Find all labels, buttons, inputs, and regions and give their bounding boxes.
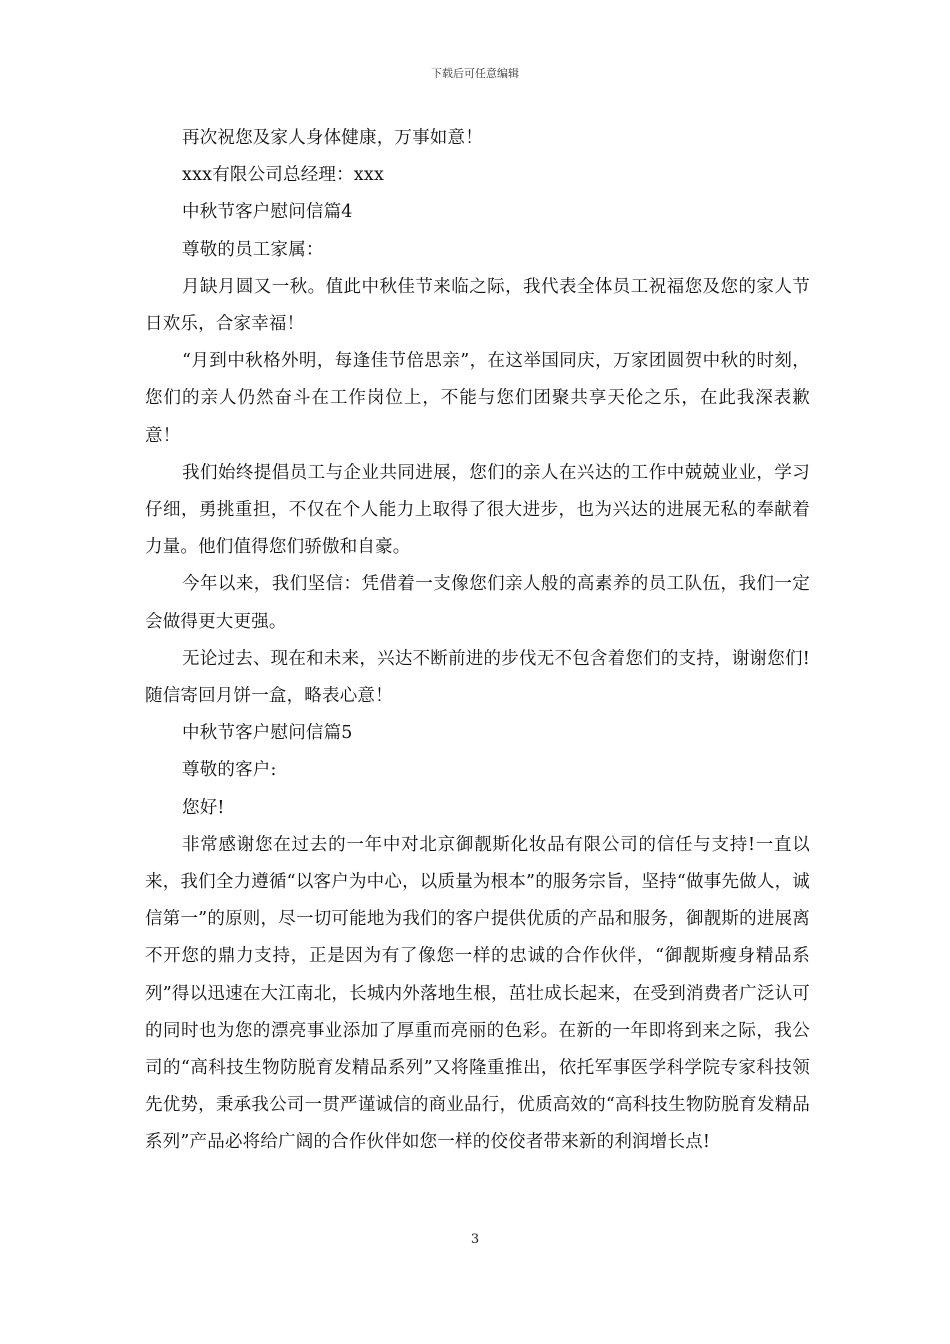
page-header: 下载后可任意编辑: [431, 67, 519, 80]
section-title-5: 中秋节客户慰问信篇5: [182, 723, 353, 744]
paragraph-opening: 月缺月圆又一秋。值此中秋佳节来临之际，我代表全体员工祝福您及您的家人节日欢乐，合家幸福！: [145, 276, 810, 335]
greeting: 您好!: [182, 797, 225, 818]
paragraph-customer-letter: 非常感谢您在过去的一年中对北京御靓斯化妆品有限公司的信任与支持!一直以来，我们全力遵循“以客户为中心，以质量为根本”的服务宗旨，坚持“做事先做人，诚信第一”的原则，尽一切可能地为我们的客户提供优质的产品和服务，御靓斯的进展离不开您的鼎力支持，正是因为有了像您一样的忠诚的合作伙伴，“御靓斯瘦身精品系列”得以迅速在大江南北，长城内外落地生根，茁壮成长起来，在受到消费者广泛认可的同时也为您的漂亮事业添加了厚重而亮丽的色彩。在新的一年即将到来之际，我公司的“高科技生物防脱育发精品系列”又将隆重推出，依托军事医学科学院专家科技领先优势，秉承我公司一贯严谨诚信的商业品行，优质高效的“高科技生物防脱育发精品系列”产品必将给广阔的合作伙伴如您一样的佼佼者带来新的利润增长点!: [145, 834, 810, 1153]
signature-line: xxx有限公司总经理：xxx: [182, 165, 385, 186]
paragraph-apology: “月到中秋格外明，每逢佳节倍思亲”，在这举国同庆，万家团圆贺中秋的时刻，您们的亲人仍然奋斗在工作岗位上，不能与您们团聚共享天伦之乐，在此我深表歉意！: [145, 351, 810, 446]
closing-wish: 再次祝您及家人身体健康，万事如意！: [182, 128, 483, 148]
salutation-employee-families: 尊敬的员工家属：: [182, 239, 324, 260]
paragraph-thanks: 无论过去、现在和未来，兴达不断前进的步伐无不包含着您们的支持，谢谢您们!随信寄回月饼一盒，略表心意！: [145, 648, 810, 707]
paragraph-employee-praise: 我们始终提倡员工与企业共同进展，您们的亲人在兴达的工作中兢兢业业，学习仔细，勇挑重担，不仅在个人能力上取得了很大进步，也为兴达的进展无私的奉献着力量。他们值得您们骄傲和自豪。: [145, 462, 810, 558]
paragraph-confidence: 今年以来，我们坚信：凭借着一支像您们亲人般的高素养的员工队伍，我们一定会做得更大更强。: [145, 574, 810, 632]
salutation-customer: 尊敬的客户:: [182, 760, 277, 781]
document-body: [145, 120, 810, 1162]
page-number: 3: [470, 1232, 480, 1247]
section-title-4: 中秋节客户慰问信篇4: [182, 202, 353, 223]
